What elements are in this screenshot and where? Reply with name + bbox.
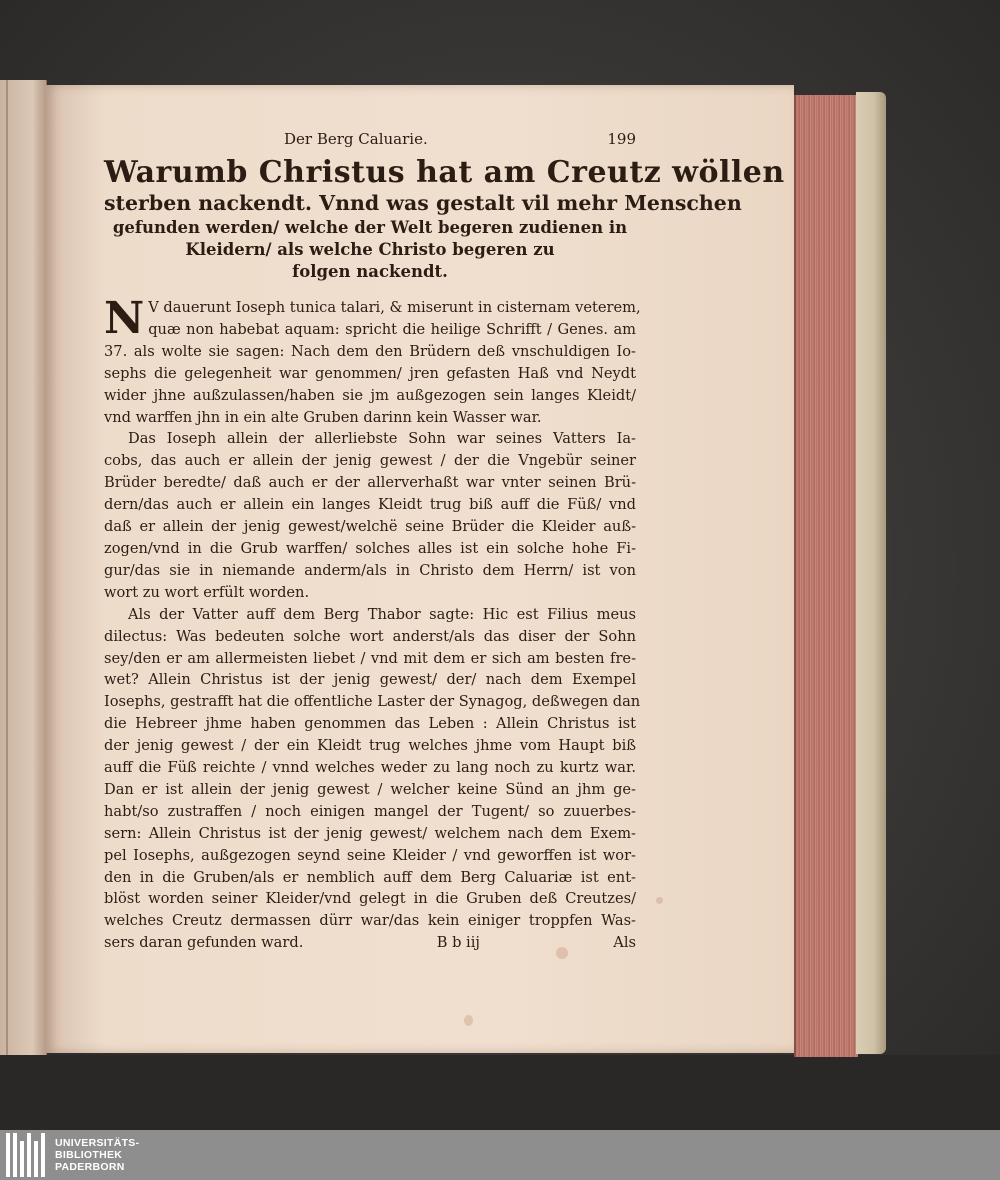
text-line: auff die Füß reichte / vnnd welches weder zu lang noch zu kurtz war. — [104, 759, 636, 777]
text-line: welches Creutz dermassen dürr war/das kein einiger troppfen Was- — [104, 912, 636, 930]
final-line — [104, 932, 636, 954]
text-line: wider jhne außzulassen/haben sie jm außgezogen sein langes Kleidt/ — [104, 386, 636, 404]
logo-bar — [13, 1133, 17, 1177]
paragraph-2 — [104, 428, 636, 603]
body-text — [104, 293, 641, 954]
text-line: Dan er ist allein der jenig gewest / welcher keine Sünd an jhm ge- — [104, 780, 636, 798]
fore-edge — [794, 95, 858, 1057]
table-shadow — [0, 1055, 1000, 1130]
text-line: blöst worden seiner Kleider/vnd gelegt in die Gruben deß Creutzes/ — [104, 890, 636, 908]
chapter-title-line-3: gefunden werden/ welche der Welt begeren zudienen in — [112, 218, 628, 237]
text-line: den in die Gruben/als er nemblich auff dem Berg Caluariæ ist ent- — [104, 868, 636, 886]
text-line: daß er allein der jenig gewest/welchë seine Brüder die Kleider auß- — [104, 518, 636, 536]
text-line: die Hebreer jhme haben genommen das Leben : Allein Christus ist — [104, 715, 636, 733]
text-line: dern/das auch er allein ein langes Kleidt trug biß auff die Füß/ vnd — [104, 496, 636, 514]
chapter-title-line-4: Kleidern/ als welche Christo begeren zu — [185, 240, 555, 259]
logo-line-3: PADERBORN — [55, 1161, 125, 1173]
text-line: Das Ioseph allein der allerliebste Sohn war seines Vatters Ia- — [128, 430, 636, 448]
paper-stain — [464, 1015, 473, 1026]
last-text-line: sers daran gefunden ward. — [104, 934, 304, 952]
catchword: Als — [613, 934, 636, 952]
text-line: Brüder beredte/ daß auch er der allerverhaßt war vnter seinen Brü- — [104, 474, 636, 492]
text-line: Als der Vatter auff dem Berg Thabor sagte: Hic est Filius meus — [128, 605, 636, 623]
paragraph-1 — [104, 293, 641, 428]
text-line: zogen/vnd in die Grub warffen/ solches alles ist ein solche hohe Fi- — [104, 539, 636, 557]
library-logo-icon — [6, 1133, 45, 1177]
text-line: dilectus: Was bedeuten solche wort anderst/als das diser der Sohn — [104, 627, 636, 645]
text-line: der jenig gewest / der ein Kleidt trug welches jhme vom Haupt biß — [104, 737, 636, 755]
drop-initial: N — [104, 293, 145, 344]
running-head: Der Berg Caluarie. — [284, 130, 428, 148]
paragraph-3 — [104, 604, 641, 933]
chapter-title-line-1: Warumb Christus hat am Creutz wöllen — [104, 155, 785, 190]
running-header — [284, 130, 636, 148]
text-line: wet? Allein Christus ist der jenig gewest/ der/ nach dem Exempel — [104, 671, 636, 689]
text-line: sern: Allein Christus ist der jenig gewest/ welchem nach dem Exem- — [104, 824, 636, 842]
paper-stain — [656, 897, 663, 904]
logo-line-1: UNIVERSITÄTS- — [55, 1137, 140, 1149]
logo-bar — [27, 1133, 31, 1177]
text-line: wort zu wort erfült worden. — [104, 583, 310, 601]
signature-mark: B b iij — [436, 934, 480, 952]
text-line: gur/das sie in niemande anderm/als in Christo dem Herrn/ ist von — [104, 561, 636, 579]
logo-line-2: BIBLIOTHEK — [55, 1149, 123, 1161]
library-logo — [6, 1133, 139, 1177]
chapter-title-line-5: folgen nackendt. — [292, 262, 448, 281]
text-block — [104, 130, 785, 954]
text-line: habt/so zustraffen / noch einigen mangel der Tugent/ so zuuerbes- — [104, 802, 636, 820]
text-line: sephs die gelegenheit war genommen/ jren gefasten Haß vnd Neydt — [104, 364, 636, 382]
folio-number: 199 — [607, 130, 636, 148]
text-line: pel Iosephs, außgezogen seynd seine Kleider / vnd geworffen ist wor- — [104, 846, 636, 864]
left-page-fold — [6, 80, 8, 1055]
text-line: V dauerunt Ioseph tunica talari, & miserunt in cisternam veterem, — [148, 299, 641, 316]
logo-bar — [41, 1133, 45, 1177]
text-line: cobs, das auch er allein der jenig gewest / der die Vngebür seiner — [104, 452, 636, 470]
book-cover — [856, 92, 886, 1054]
footer-bar — [0, 1130, 1000, 1180]
logo-bar — [6, 1133, 10, 1177]
logo-bar — [34, 1141, 38, 1177]
text-line: quæ non habebat aquam: spricht die heilige Schrifft / Genes. am — [148, 320, 636, 338]
logo-bar — [20, 1141, 24, 1177]
text-line: sey/den er am allermeisten liebet / vnd mit dem er sich am besten fre- — [104, 649, 636, 667]
library-logo-text — [55, 1137, 139, 1173]
left-page-edge — [0, 80, 47, 1055]
text-line: 37. als wolte sie sagen: Nach dem den Brüdern deß vnschuldigen Io- — [104, 342, 636, 360]
chapter-title-line-2: sterben nackendt. Vnnd was gestalt vil mehr Menschen — [104, 191, 742, 215]
text-line: Iosephs, gestrafft hat die offentliche Laster der Synagog, deßwegen dan — [104, 693, 641, 711]
text-line: vnd warffen jhn in ein alte Gruben darinn kein Wasser war. — [104, 408, 542, 426]
